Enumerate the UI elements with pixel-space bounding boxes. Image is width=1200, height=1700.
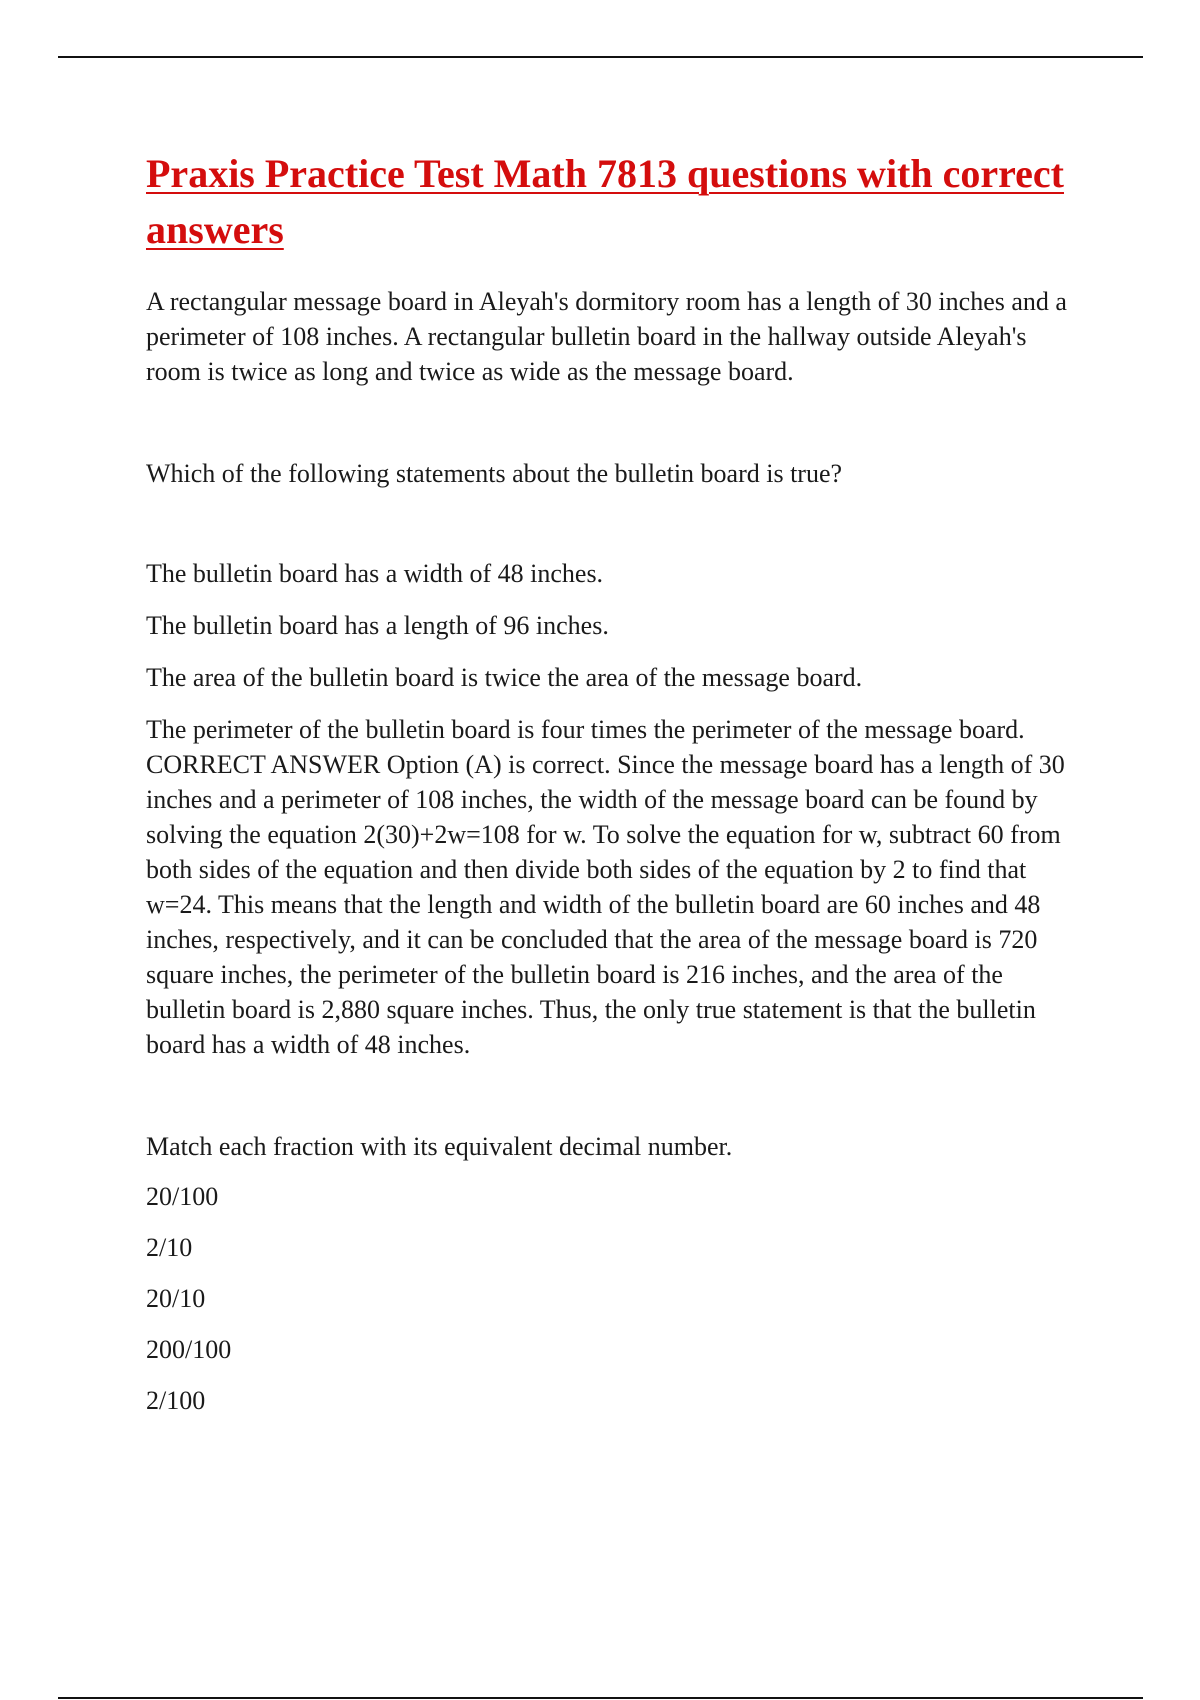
answer-option: The area of the bulletin board is twice the area of the message board. [146, 663, 863, 692]
header-rule [58, 56, 1143, 58]
answer-option: The bulletin board has a width of 48 inches. [146, 559, 604, 588]
question-2-prompt: Match each fraction with its equivalent decimal number. [146, 1132, 733, 1161]
fraction-item: 20/10 [146, 1284, 206, 1313]
fraction-item: 2/10 [146, 1233, 193, 1262]
fraction-item: 2/100 [146, 1386, 206, 1415]
document-body [146, 146, 1086, 1434]
question-1-prompt: Which of the following statements about the bulletin board is true? [146, 459, 843, 488]
fraction-item: 20/100 [146, 1182, 219, 1211]
document-title: Praxis Practice Test Math 7813 questions with correct answers [146, 151, 1064, 252]
answer-option: The bulletin board has a length of 96 inches. [146, 611, 609, 640]
footer-rule [58, 1697, 1143, 1699]
answer-option-with-explanation: The perimeter of the bulletin board is four times the perimeter of the message board. CORRECT ANSWER Option (A) is correct. Since the message board has a length of 30 inches and a perimeter of 108 inches, the width of the message board can be found by solving the equation 2(30)+2w=108 for w. To solve the equation for w, subtract 60 from both sides of the equation and then divide both sides of the equation by 2 to find that w=24. This means that the length and width of the bulletin board are 60 inches and 48 inches, respectively, and it can be concluded that the area of the message board is 720 square inches, the perimeter of the bulletin board is 216 inches, and the area of the bulletin board is 2,880 square inches. Thus, the only true statement is that the bulletin board has a width of 48 inches. [146, 715, 1065, 1059]
fraction-item: 200/100 [146, 1335, 232, 1364]
question-1-intro: A rectangular message board in Aleyah's dormitory room has a length of 30 inches and a perimeter of 108 inches. A rectangular bulletin board in the hallway outside Aleyah's room is twice as long and twice as wide as the message board. [146, 287, 1067, 386]
